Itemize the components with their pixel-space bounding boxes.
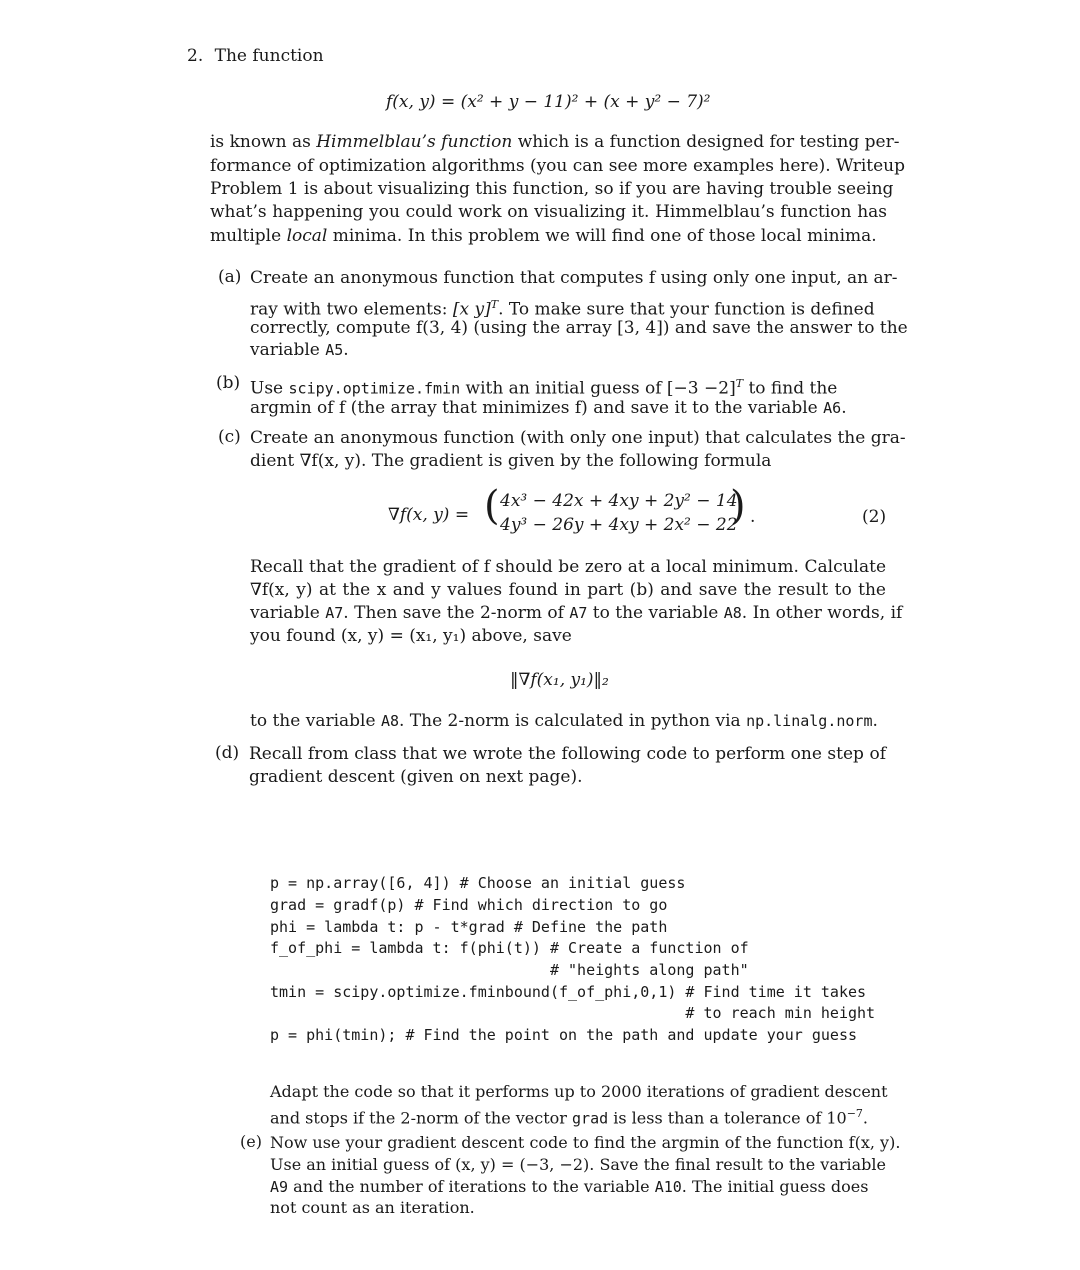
part-d-grad-code: grad (572, 1109, 609, 1128)
part-d-after-2-mid: is less than a tolerance of 10 (608, 1108, 847, 1128)
part-b-line-1 (250, 373, 837, 400)
right-paren: ) (730, 483, 746, 529)
part-b-transpose: T (735, 377, 744, 390)
part-e-line-4: not count as an iteration. (270, 1198, 475, 1217)
part-d-exponent: −7 (846, 1107, 863, 1120)
gradient-lhs: ∇f(x, y) = (388, 505, 470, 525)
gradient-row-1: 4x³ − 42x + 4xy + 2y² − 14 (500, 491, 738, 511)
left-paren: ( (484, 483, 500, 529)
problem-heading: The function (214, 46, 324, 66)
part-e-var-a10: A10 (654, 1178, 682, 1196)
intro-line (210, 201, 887, 223)
part-a-line-2-tail: . To make sure that your function is defined (498, 299, 875, 320)
code-line: phi = lambda t: p - t*grad # Define the path (270, 918, 668, 936)
part-b-mid: with an initial guess of (460, 378, 667, 399)
part-a-line-3: correctly, compute f(3, 4) (using the array [3, 4]) and save the answer to the (250, 318, 908, 338)
code-line: f_of_phi = lambda t: f(phi(t)) # Create a function of (270, 939, 749, 957)
intro-line (210, 225, 877, 247)
part-a-transpose: T (490, 298, 499, 311)
part-b-label: (b) (216, 373, 241, 393)
part-e-line-3-tail: . The initial guess does (681, 1177, 869, 1196)
problem-number (187, 45, 324, 67)
part-c-line-1: Create an anonymous function (with only one input) that calculates the gra- (250, 428, 906, 448)
intro-text: multiple (210, 226, 287, 246)
part-b-line-2-text: argmin of f (the array that minimizes f) and save it to the variable (250, 398, 824, 418)
gradient-equation (388, 483, 768, 540)
part-b-line-2-tail: . (841, 398, 847, 418)
part-d-after-2-text: and stops if the 2-norm of the vector (270, 1108, 573, 1128)
intro-line (210, 178, 894, 200)
part-e-line-3 (270, 1176, 868, 1198)
intro-emphasis: local (286, 226, 328, 246)
part-c-line-6: you found (x, y) = (x₁, y₁) above, save (250, 626, 572, 646)
part-c-line-4: ∇f(x, y) at the x and y values found in part (b) and save the result to the (250, 580, 886, 600)
code-line: p = phi(tmin); # Find the point on the path and update your guess (270, 1026, 857, 1044)
part-c-line-3: Recall that the gradient of f should be zero at a local minimum. Calculate (250, 557, 886, 577)
intro-text: Problem 1 is about visualizing this function, so if you are having trouble seeing (210, 179, 894, 199)
himmelblau-equation: f(x, y) = (x² + y − 11)² + (x + y² − 7)² (386, 92, 711, 112)
part-a-line-4-text: variable (250, 340, 326, 360)
code-line: tmin = scipy.optimize.fminbound(f_of_phi,0,1) # Find time it takes (270, 983, 867, 1001)
part-a-line-4-tail: . (343, 340, 349, 360)
part-c-line-5-tail: . In other words, if (741, 603, 903, 623)
part-a-line-2-text: ray with two elements: (250, 299, 453, 320)
part-c-line-5 (250, 602, 902, 624)
part-b-vector: [−3 −2] (666, 378, 736, 399)
part-a-line-4 (250, 339, 349, 361)
part-e-line-1: Now use your gradient descent code to find the argmin of the function f(x, y). (270, 1133, 901, 1152)
part-b-var-a6: A6 (823, 399, 842, 417)
gradient-row-2: 4y³ − 26y + 4xy + 2x² − 22 (500, 515, 738, 535)
part-c-var-a7: A7 (325, 604, 344, 622)
code-line: # "heights along path" (270, 961, 749, 979)
part-e-line-3-mid: and the number of iterations to the variable (288, 1177, 655, 1196)
problem-number-label: 2. (187, 46, 204, 66)
part-e-var-a9: A9 (270, 1178, 289, 1196)
intro-line (210, 155, 906, 177)
part-e-line-2: Use an initial guess of (x, y) = (−3, −2). Save the final result to the variable (270, 1155, 886, 1174)
intro-emphasis: Himmelblau’s function (316, 132, 513, 152)
intro-text: minima. In this problem we will find one of those local minima. (327, 226, 877, 246)
part-c-line-5-text: variable (250, 603, 326, 623)
code-line: grad = gradf(p) # Find which direction to go (270, 896, 668, 914)
intro-text: is known as (210, 132, 317, 152)
part-d-label: (d) (215, 743, 240, 763)
part-b-fmin-code: scipy.optimize.fmin (288, 379, 461, 398)
part-c-var-a7-2: A7 (569, 604, 588, 622)
part-b-use: Use (250, 378, 289, 399)
part-c-norm-code: np.linalg.norm (746, 712, 873, 730)
part-d-after-2-tail: . (862, 1108, 869, 1128)
part-c-var-a8: A8 (723, 604, 742, 622)
part-a-label: (a) (218, 267, 242, 287)
part-c-line-7-mid: . The 2-norm is calculated in python via (399, 711, 747, 731)
part-a-var-a5: A5 (325, 341, 344, 359)
part-c-line-7-tail: . (872, 711, 878, 731)
part-c-var-a8-2: A8 (380, 712, 399, 730)
code-line: # to reach min height (270, 1004, 876, 1022)
intro-text: which is a function designed for testing per- (512, 132, 900, 152)
part-b-tail: to find the (743, 378, 838, 399)
part-d-after-1: Adapt the code so that it performs up to 2000 iterations of gradient descent (270, 1082, 888, 1101)
part-d-after-2 (270, 1103, 868, 1129)
part-c-line-2: dient ∇f(x, y). The gradient is given by the following formula (250, 451, 772, 471)
intro-line (210, 131, 900, 153)
part-c-label: (c) (218, 427, 241, 447)
code-line: p = np.array([6, 4]) # Choose an initial guess (270, 874, 686, 892)
equation-number: (2) (862, 507, 887, 527)
part-b-line-2 (250, 397, 847, 419)
part-d-line-1: Recall from class that we wrote the following code to perform one step of (249, 744, 886, 764)
norm-expression: ‖∇f(x₁, y₁)‖₂ (510, 670, 609, 690)
part-a-vector: [x y] (452, 299, 491, 320)
intro-text: formance of optimization algorithms (you can see more examples here). Writeup (210, 156, 906, 176)
part-e-label: (e) (240, 1132, 262, 1151)
gradient-dot: . (750, 507, 756, 527)
part-c-line-7 (250, 710, 878, 732)
part-c-line-7-text: to the variable (250, 711, 381, 731)
intro-text: what’s happening you could work on visualizing it. Himmelblau’s function has (210, 202, 887, 222)
part-d-line-2: gradient descent (given on next page). (249, 767, 583, 787)
part-c-line-5-mid2: to the variable (587, 603, 724, 623)
part-c-line-5-mid: . Then save the 2-norm of (343, 603, 570, 623)
part-a-line-1: Create an anonymous function that computes f using only one input, an ar- (250, 268, 898, 288)
